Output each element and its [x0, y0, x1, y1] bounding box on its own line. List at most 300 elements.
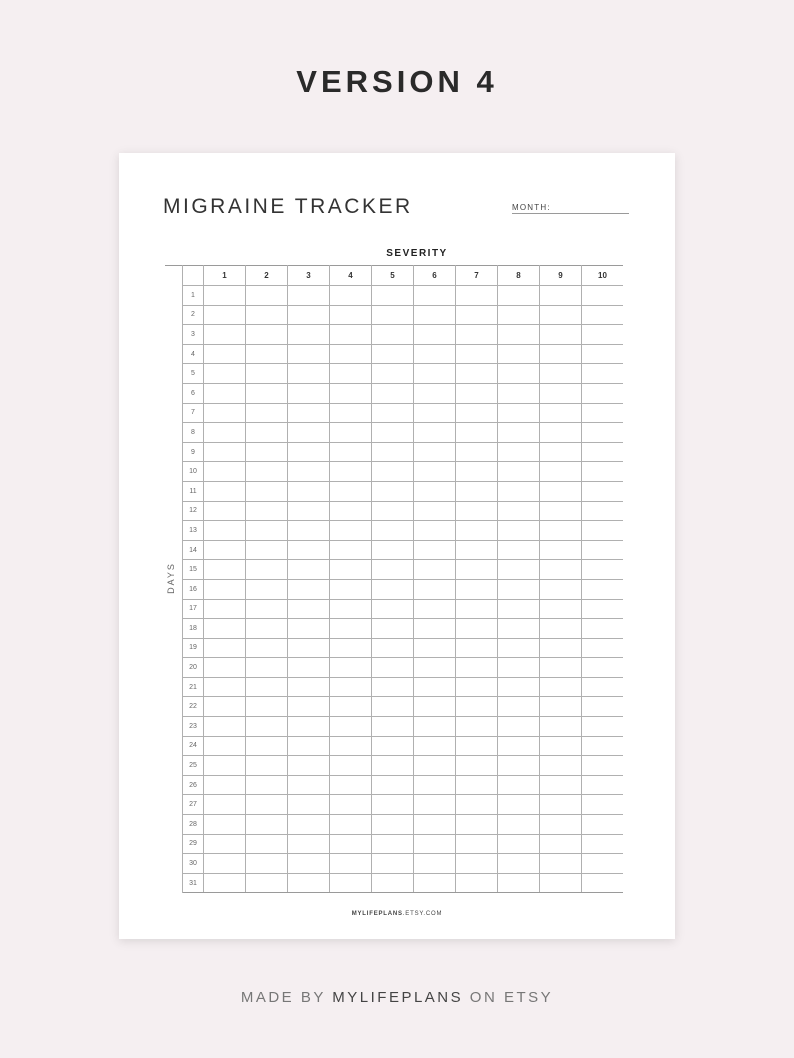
day-row: [165, 599, 623, 619]
grid-cell: [372, 834, 414, 854]
grid-cell: [288, 599, 330, 619]
grid-cell: [288, 501, 330, 521]
grid-cell: [372, 442, 414, 462]
grid-cell: [540, 815, 582, 835]
grid-cell: [456, 619, 498, 639]
grid-cell: [456, 815, 498, 835]
grid-spacer: [165, 599, 183, 619]
day-number: 25: [183, 756, 204, 776]
grid-cell: [414, 560, 456, 580]
grid-spacer: [165, 344, 183, 364]
grid-cell: [204, 325, 246, 345]
grid-cell: [330, 775, 372, 795]
grid-cell: [330, 795, 372, 815]
grid-corner: [183, 266, 204, 286]
grid-cell: [414, 521, 456, 541]
sheet-footer: [119, 911, 675, 917]
grid-cell: [330, 325, 372, 345]
grid-cell: [582, 521, 624, 541]
day-row: [165, 854, 623, 874]
grid-cell: [372, 619, 414, 639]
grid-cell: [456, 795, 498, 815]
day-row: [165, 756, 623, 776]
grid-cell: [288, 815, 330, 835]
day-number: 10: [183, 462, 204, 482]
day-number: 22: [183, 697, 204, 717]
grid-cell: [456, 873, 498, 893]
grid-spacer: [165, 383, 183, 403]
grid-cell: [414, 403, 456, 423]
grid-cell: [246, 795, 288, 815]
grid-spacer: [165, 521, 183, 541]
grid-cell: [540, 383, 582, 403]
grid-cell: [372, 344, 414, 364]
day-number: 13: [183, 521, 204, 541]
grid-cell: [204, 775, 246, 795]
grid-cell: [540, 873, 582, 893]
grid-cell: [246, 364, 288, 384]
grid-cell: [498, 795, 540, 815]
grid-cell: [582, 873, 624, 893]
day-row: [165, 521, 623, 541]
grid-cell: [204, 677, 246, 697]
grid-cell: [204, 403, 246, 423]
day-row: [165, 403, 623, 423]
grid-cell: [330, 501, 372, 521]
grid-cell: [246, 521, 288, 541]
grid-cell: [330, 383, 372, 403]
grid-cell: [330, 658, 372, 678]
grid-cell: [582, 775, 624, 795]
grid-cell: [582, 305, 624, 325]
day-number: 2: [183, 305, 204, 325]
grid-cell: [414, 795, 456, 815]
day-number: 11: [183, 481, 204, 501]
grid-cell: [204, 521, 246, 541]
grid-cell: [456, 658, 498, 678]
grid-cell: [372, 560, 414, 580]
grid-cell: [204, 305, 246, 325]
grid-cell: [540, 403, 582, 423]
grid-cell: [204, 795, 246, 815]
grid-cell: [246, 403, 288, 423]
grid-spacer: [165, 619, 183, 639]
day-number: 19: [183, 638, 204, 658]
grid-cell: [246, 462, 288, 482]
grid-cell: [540, 560, 582, 580]
day-number: 3: [183, 325, 204, 345]
grid-cell: [372, 286, 414, 306]
day-number: 29: [183, 834, 204, 854]
grid-cell: [498, 638, 540, 658]
day-number: 4: [183, 344, 204, 364]
grid-spacer: [165, 677, 183, 697]
grid-cell: [288, 717, 330, 737]
grid-cell: [540, 775, 582, 795]
grid-cell: [330, 717, 372, 737]
grid-cell: [246, 736, 288, 756]
grid-cell: [414, 619, 456, 639]
grid-cell: [288, 325, 330, 345]
grid-cell: [246, 873, 288, 893]
grid-spacer: [165, 834, 183, 854]
grid-spacer: [165, 266, 183, 286]
grid-cell: [372, 638, 414, 658]
grid-cell: [540, 756, 582, 776]
grid-cell: [498, 325, 540, 345]
day-row: [165, 344, 623, 364]
grid-cell: [582, 638, 624, 658]
day-row: [165, 462, 623, 482]
day-number: 9: [183, 442, 204, 462]
grid-cell: [372, 756, 414, 776]
grid-cell: [330, 677, 372, 697]
grid-cell: [582, 403, 624, 423]
grid-cell: [288, 423, 330, 443]
grid-cell: [288, 854, 330, 874]
grid-cell: [246, 325, 288, 345]
grid-cell: [456, 344, 498, 364]
grid-cell: [582, 756, 624, 776]
grid-spacer: [165, 854, 183, 874]
grid-cell: [288, 677, 330, 697]
grid-cell: [498, 599, 540, 619]
grid-cell: [414, 677, 456, 697]
grid-spacer: [165, 481, 183, 501]
grid-cell: [456, 481, 498, 501]
grid-cell: [288, 462, 330, 482]
grid-cell: [330, 560, 372, 580]
grid-cell: [540, 677, 582, 697]
grid-cell: [246, 854, 288, 874]
grid-cell: [456, 736, 498, 756]
grid-cell: [288, 834, 330, 854]
day-row: [165, 579, 623, 599]
grid-cell: [540, 344, 582, 364]
grid-cell: [414, 383, 456, 403]
grid-cell: [246, 697, 288, 717]
grid-cell: [540, 442, 582, 462]
grid-cell: [540, 854, 582, 874]
grid-cell: [288, 560, 330, 580]
grid-cell: [372, 325, 414, 345]
grid-cell: [582, 619, 624, 639]
grid-cell: [204, 815, 246, 835]
grid-cell: [288, 403, 330, 423]
grid-cell: [204, 599, 246, 619]
grid-cell: [246, 579, 288, 599]
day-row: [165, 775, 623, 795]
day-row: [165, 717, 623, 737]
grid-cell: [330, 403, 372, 423]
grid-cell: [204, 873, 246, 893]
grid-cell: [204, 383, 246, 403]
grid-cell: [204, 619, 246, 639]
grid-cell: [456, 717, 498, 737]
day-number: 6: [183, 383, 204, 403]
grid-cell: [456, 756, 498, 776]
grid-cell: [498, 736, 540, 756]
grid-cell: [246, 344, 288, 364]
grid-cell: [372, 873, 414, 893]
grid-cell: [330, 638, 372, 658]
grid-spacer: [165, 815, 183, 835]
grid-cell: [372, 383, 414, 403]
grid-cell: [204, 638, 246, 658]
grid-cell: [456, 462, 498, 482]
day-row: [165, 658, 623, 678]
grid-cell: [498, 815, 540, 835]
day-row: [165, 325, 623, 345]
grid-cell: [372, 481, 414, 501]
grid-cell: [246, 834, 288, 854]
day-row: [165, 286, 623, 306]
day-number: 26: [183, 775, 204, 795]
day-row: [165, 442, 623, 462]
grid-cell: [456, 383, 498, 403]
grid-cell: [288, 540, 330, 560]
grid-cell: [246, 540, 288, 560]
grid-cell: [540, 599, 582, 619]
grid-cell: [498, 834, 540, 854]
severity-level-9: 9: [540, 266, 582, 286]
grid-cell: [330, 286, 372, 306]
grid-cell: [498, 403, 540, 423]
severity-label: SEVERITY: [386, 248, 448, 259]
grid-cell: [246, 423, 288, 443]
grid-cell: [204, 481, 246, 501]
grid-cell: [498, 305, 540, 325]
grid-cell: [498, 717, 540, 737]
grid-cell: [498, 697, 540, 717]
day-number: 1: [183, 286, 204, 306]
grid-cell: [498, 286, 540, 306]
grid-cell: [246, 383, 288, 403]
grid-cell: [372, 775, 414, 795]
grid-cell: [372, 815, 414, 835]
grid-cell: [204, 717, 246, 737]
grid-cell: [330, 305, 372, 325]
day-number: 21: [183, 677, 204, 697]
day-row: [165, 383, 623, 403]
grid-cell: [498, 501, 540, 521]
grid-cell: [540, 481, 582, 501]
severity-level-10: 10: [582, 266, 624, 286]
footer-brand: MYLIFEPLANS: [351, 911, 403, 917]
grid-spacer: [165, 442, 183, 462]
grid-cell: [414, 854, 456, 874]
grid-cell: [414, 286, 456, 306]
grid-cell: [540, 619, 582, 639]
grid-cell: [246, 638, 288, 658]
grid-cell: [582, 481, 624, 501]
grid-cell: [414, 305, 456, 325]
grid-cell: [582, 815, 624, 835]
grid-cell: [330, 364, 372, 384]
grid-spacer: [165, 540, 183, 560]
grid-cell: [414, 873, 456, 893]
day-number: 7: [183, 403, 204, 423]
grid-cell: [288, 305, 330, 325]
day-number: 18: [183, 619, 204, 639]
day-row: [165, 815, 623, 835]
grid-cell: [456, 403, 498, 423]
grid-cell: [498, 854, 540, 874]
grid-cell: [582, 462, 624, 482]
grid-cell: [498, 873, 540, 893]
grid-cell: [204, 736, 246, 756]
day-row: [165, 638, 623, 658]
grid-cell: [204, 286, 246, 306]
grid-cell: [540, 579, 582, 599]
grid-cell: [540, 423, 582, 443]
day-number: 28: [183, 815, 204, 835]
grid-cell: [414, 638, 456, 658]
grid-spacer: [165, 658, 183, 678]
grid-cell: [372, 305, 414, 325]
grid-cell: [204, 756, 246, 776]
grid-cell: [582, 344, 624, 364]
grid-cell: [414, 834, 456, 854]
grid-spacer: [165, 795, 183, 815]
grid-cell: [372, 364, 414, 384]
grid-cell: [582, 677, 624, 697]
day-number: 15: [183, 560, 204, 580]
grid-cell: [414, 658, 456, 678]
grid-cell: [330, 736, 372, 756]
day-number: 27: [183, 795, 204, 815]
grid-cell: [288, 619, 330, 639]
grid-cell: [582, 795, 624, 815]
grid-cell: [540, 697, 582, 717]
credit-line: [0, 989, 794, 1006]
day-row: [165, 873, 623, 893]
grid-cell: [330, 834, 372, 854]
grid-cell: [372, 658, 414, 678]
month-write-line: [512, 213, 629, 214]
severity-level-6: 6: [414, 266, 456, 286]
grid-cell: [288, 579, 330, 599]
grid-cell: [582, 599, 624, 619]
day-row: [165, 481, 623, 501]
day-row: [165, 423, 623, 443]
footer-domain: .ETSY.COM: [402, 911, 443, 917]
severity-header-row: [165, 266, 623, 286]
grid-cell: [372, 403, 414, 423]
grid-cell: [414, 344, 456, 364]
grid-cell: [582, 697, 624, 717]
grid-spacer: [165, 560, 183, 580]
grid-cell: [498, 364, 540, 384]
grid-cell: [246, 756, 288, 776]
grid-cell: [204, 442, 246, 462]
grid-cell: [246, 775, 288, 795]
severity-level-2: 2: [246, 266, 288, 286]
grid-cell: [330, 873, 372, 893]
severity-level-1: 1: [204, 266, 246, 286]
grid-cell: [498, 756, 540, 776]
day-number: 24: [183, 736, 204, 756]
grid-cell: [330, 579, 372, 599]
grid-spacer: [165, 501, 183, 521]
grid-cell: [540, 795, 582, 815]
grid-cell: [414, 815, 456, 835]
grid-cell: [456, 775, 498, 795]
grid-cell: [288, 286, 330, 306]
day-number: 20: [183, 658, 204, 678]
grid-cell: [498, 383, 540, 403]
grid-cell: [456, 697, 498, 717]
grid-cell: [582, 560, 624, 580]
grid-cell: [372, 462, 414, 482]
day-row: [165, 677, 623, 697]
grid-cell: [204, 540, 246, 560]
day-number: 5: [183, 364, 204, 384]
grid-cell: [246, 560, 288, 580]
grid-spacer: [165, 462, 183, 482]
grid-cell: [372, 423, 414, 443]
document-title: MIGRAINE TRACKER: [163, 195, 413, 218]
grid-cell: [288, 697, 330, 717]
version-title: VERSION 4: [296, 64, 498, 99]
grid-cell: [582, 442, 624, 462]
grid-cell: [456, 501, 498, 521]
grid-cell: [456, 677, 498, 697]
grid-cell: [582, 834, 624, 854]
day-row: [165, 560, 623, 580]
grid-cell: [414, 481, 456, 501]
severity-level-3: 3: [288, 266, 330, 286]
grid-cell: [330, 423, 372, 443]
grid-cell: [330, 481, 372, 501]
grid-cell: [414, 364, 456, 384]
grid-spacer: [165, 717, 183, 737]
grid-cell: [540, 717, 582, 737]
grid-cell: [414, 775, 456, 795]
grid-cell: [540, 521, 582, 541]
grid-cell: [246, 501, 288, 521]
grid-cell: [246, 305, 288, 325]
day-number: 14: [183, 540, 204, 560]
grid-spacer: [165, 403, 183, 423]
grid-cell: [330, 854, 372, 874]
grid-cell: [246, 815, 288, 835]
grid-cell: [540, 462, 582, 482]
grid-cell: [456, 521, 498, 541]
grid-cell: [330, 540, 372, 560]
grid-cell: [372, 579, 414, 599]
grid-cell: [246, 658, 288, 678]
grid-cell: [414, 501, 456, 521]
grid-cell: [456, 854, 498, 874]
grid-spacer: [165, 697, 183, 717]
grid-cell: [288, 364, 330, 384]
grid-cell: [246, 717, 288, 737]
grid-spacer: [165, 775, 183, 795]
grid-spacer: [165, 756, 183, 776]
grid-cell: [582, 364, 624, 384]
severity-level-4: 4: [330, 266, 372, 286]
grid-cell: [456, 286, 498, 306]
severity-level-5: 5: [372, 266, 414, 286]
day-number: 17: [183, 599, 204, 619]
grid-cell: [288, 442, 330, 462]
grid-cell: [498, 344, 540, 364]
grid-cell: [246, 619, 288, 639]
tracker-grid: [165, 265, 623, 893]
day-number: 16: [183, 579, 204, 599]
grid-cell: [372, 540, 414, 560]
